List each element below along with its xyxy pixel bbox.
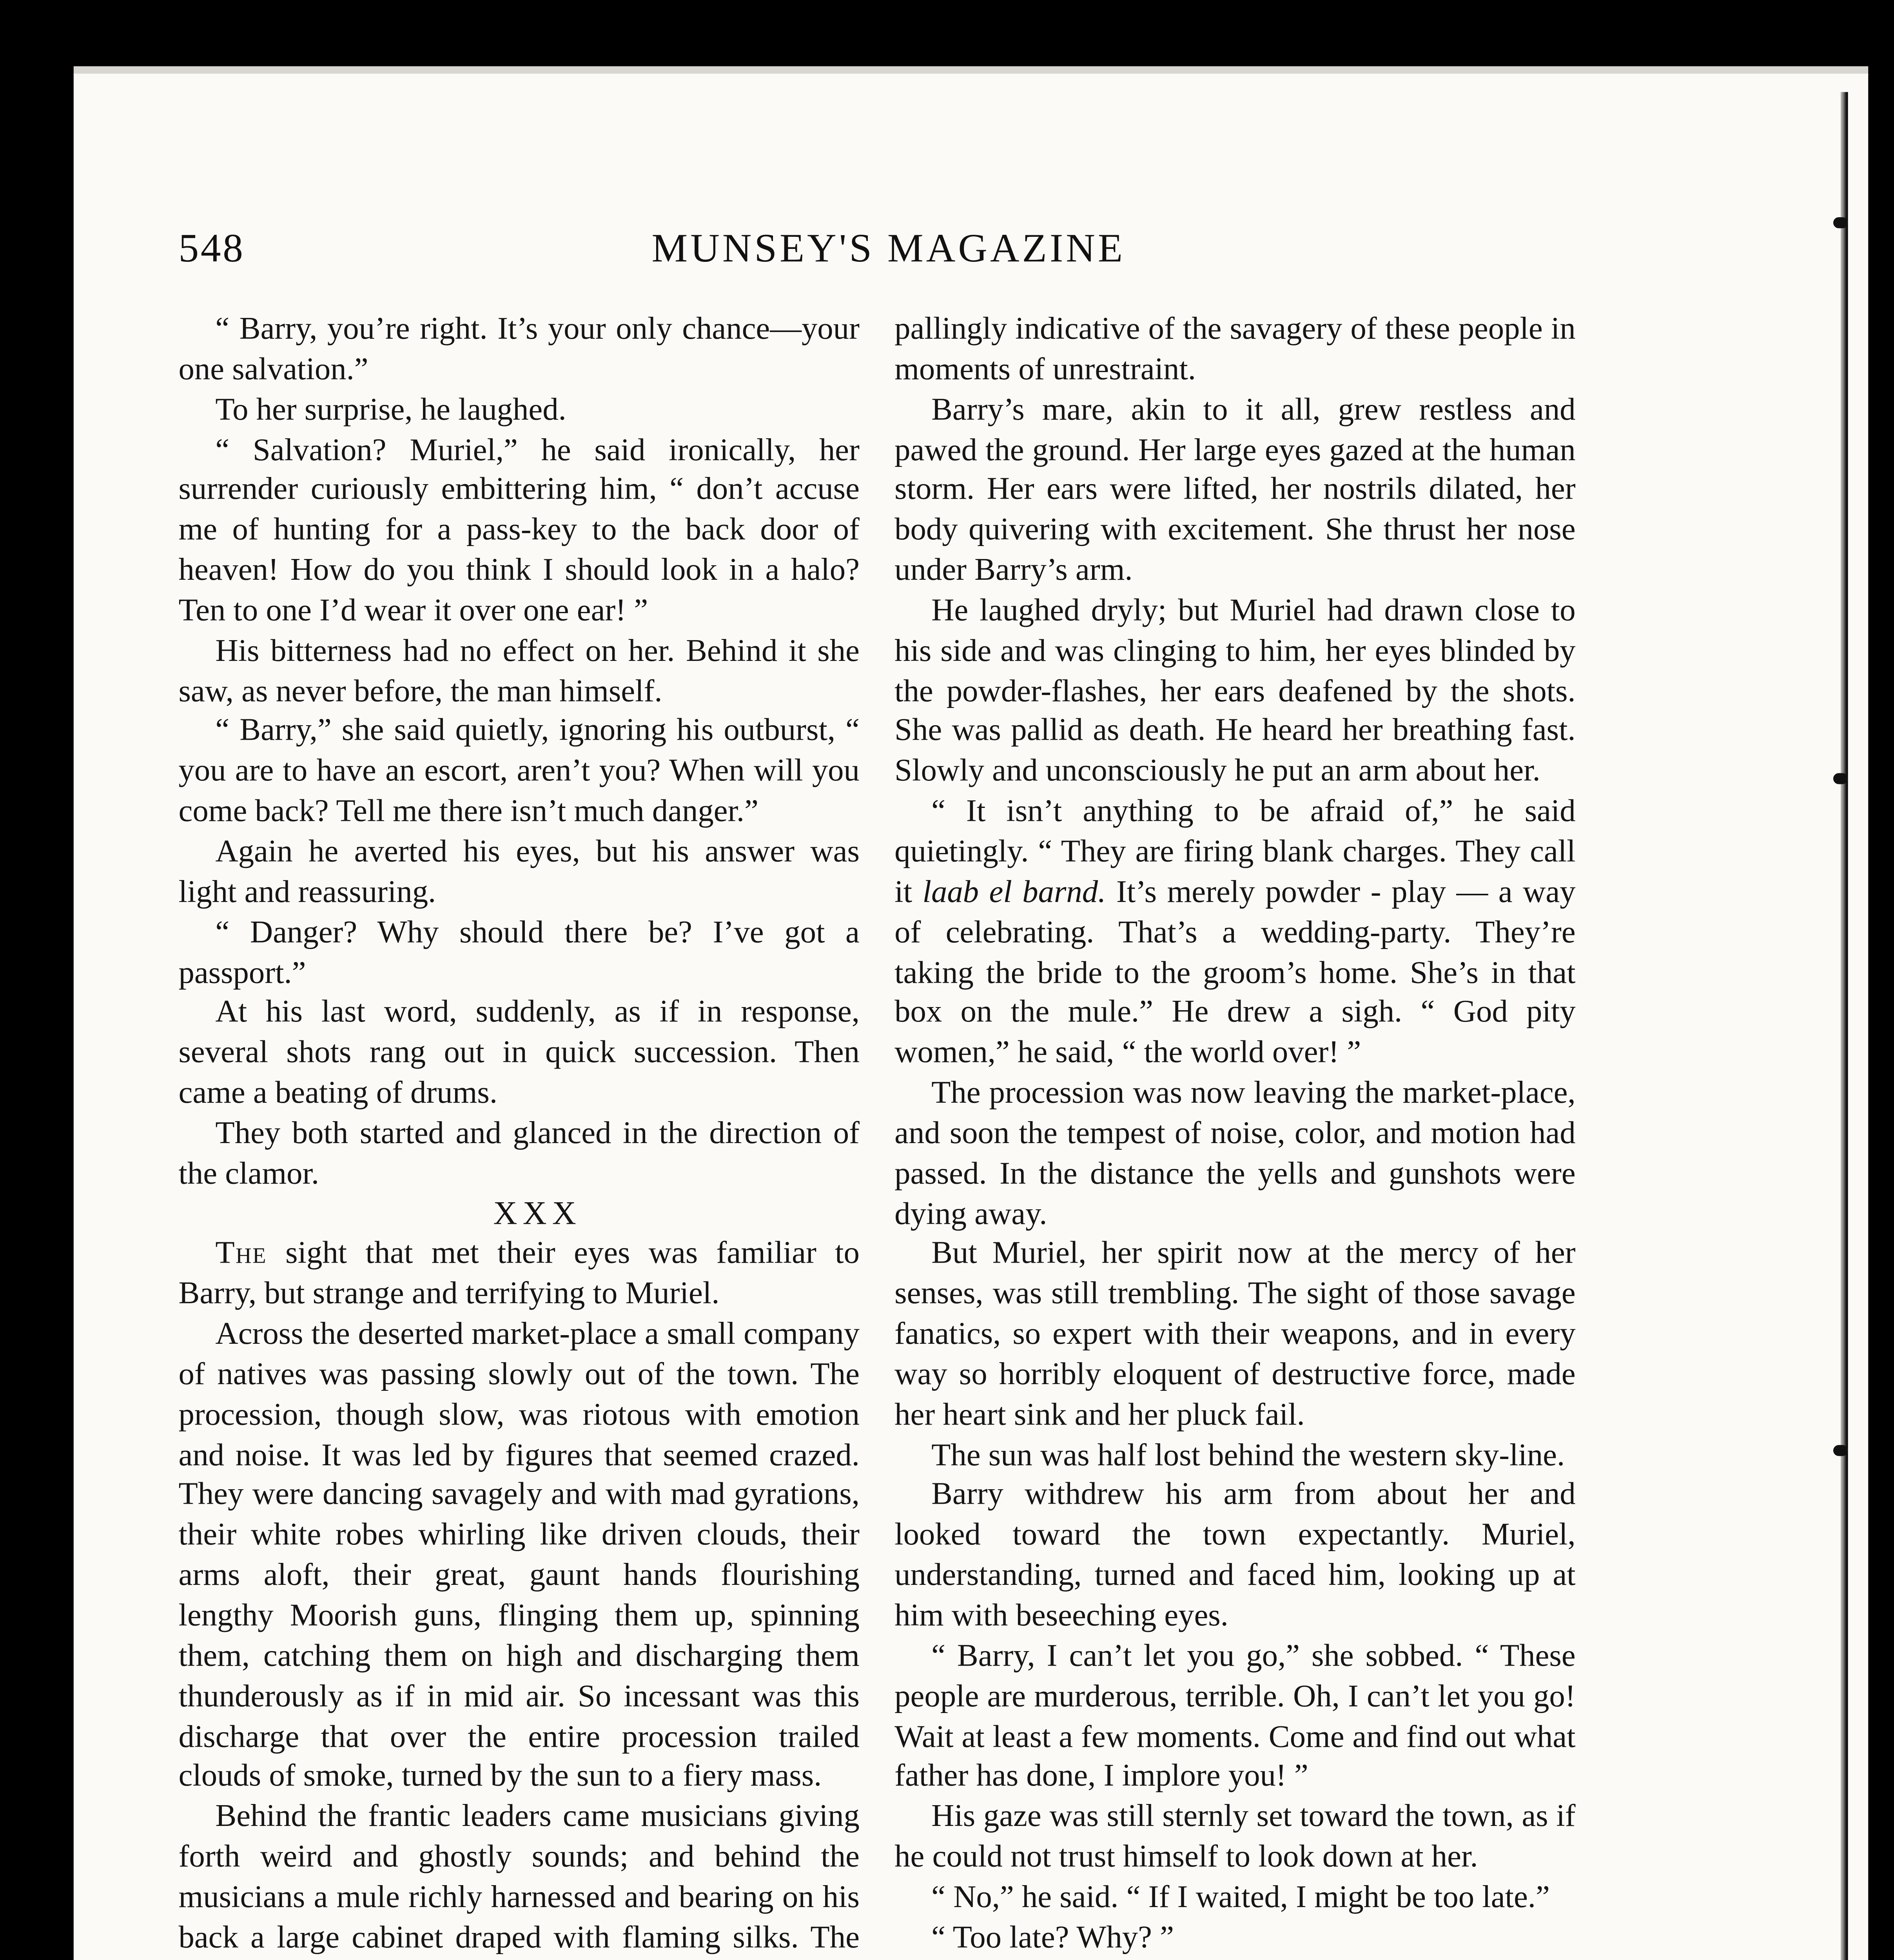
paragraph: His gaze was still sternly set toward the town, as if he could not trust himself to look down at her. (894, 1798, 1576, 1874)
paragraph: Behind the frantic leaders came musicians giving forth weird and ghostly sounds; and behind the musicians a mule richly harnessed and bearing on his back a large cabinet draped with flaming silks. The (178, 1798, 860, 1955)
paragraph: Barry withdrew his arm from about her and looked toward the town expectantly. Muriel, understanding, turned and faced him, looking up at him with beseeching eyes. (894, 1477, 1576, 1633)
paragraph (894, 1958, 1575, 1960)
paragraph-text: sight that met their eyes was familiar to Barry, but strange and terrifying to Muriel. (178, 1236, 860, 1311)
paragraph: “ Salvation? Muriel,” he said ironically, her surrender curiously embittering him, “ don’t accuse me of hunting for a pass-key to the back door of heaven! How do you think I should look in a halo? Ten to one I’d wear it over one ear! ” (178, 432, 860, 628)
paragraph-text: “ It isn’t anything to be afraid of,” he said quietingly. “ They are firing blank charges. They call it (894, 793, 1576, 909)
paragraph: “ Barry,” she said quietly, ignoring his outburst, “ you are to have an escort, aren’t you? When will you come back? Tell me there isn’t much danger.” (178, 713, 860, 829)
binding-edge (1841, 92, 1848, 1960)
paragraph: Barry’s mare, akin to it all, grew restless and pawed the ground. Her large eyes gazed at the human storm. Her ears were lifted, her nostrils dilated, her body quivering with excitement. She thrust her nose under Barry’s arm. (894, 391, 1576, 588)
paragraph: Again he averted his eyes, but his answer was light and reassuring. (178, 834, 860, 909)
paragraph: “ Too late? Why? ” (931, 1919, 1174, 1955)
lead-word: The (215, 1236, 267, 1271)
paragraph: His bitterness had no effect on her. Behind it she saw, as never before, the man himself. (178, 633, 860, 708)
paragraph: They both started and glanced in the direction of the clamor. (178, 1115, 860, 1191)
chapter-heading: XXX (493, 1194, 582, 1231)
paragraph (178, 1234, 859, 1314)
binding-notch (1833, 773, 1848, 784)
paragraph: “ Barry, you’re right. It’s your only chance—your one salvation.” (178, 311, 860, 387)
paragraph: pallingly indicative of the savagery of these people in moments of unrestraint. (894, 311, 1576, 387)
paragraph: “ No,” he said. “ If I waited, I might be too late.” (931, 1879, 1550, 1915)
paragraph: But Muriel, her spirit now at the mercy of her senses, was still trembling. The sight of those savage fanatics, so expert with their weapons, and in every way so horribly eloquent of destructive force, made her heart sink and her pluck fail. (894, 1236, 1576, 1432)
right-column (894, 309, 1575, 1960)
paragraph: “ Danger? Why should there be? I’ve got a passport.” (178, 914, 860, 989)
paragraph: He laughed dryly; but Muriel had drawn close to his side and was clinging to him, her eyes blinded by the powder-flashes, her ears deafened by the shots. She was pallid as death. He heard her breathing fast. Slowly and unconsciously he put an arm about her. (894, 592, 1576, 789)
running-title: MUNSEY'S MAGAZINE (651, 224, 1126, 271)
page-number: 548 (178, 224, 245, 271)
paragraph: “ Barry, I can’t let you go,” she sobbed. “ These people are murderous, terrible. Oh, I can’t let you go! Wait at least a few moments. Come and find out what father has done, I implore you! ” (894, 1638, 1576, 1794)
italic-phrase: laab el barnd. (922, 874, 1106, 909)
paragraph: The procession was now leaving the market-place, and soon the tempest of noise, color, and motion had passed. In the distance the yells and gunshots were dying away. (894, 1075, 1576, 1231)
paragraph: Across the deserted market-place a small company of natives was passing slowly out of the town. The procession, though slow, was riotous with emotion and noise. It was led by figures that seemed crazed. They were dancing savagely and with mad gyrations, their white robes whirling like driven clouds, their arms aloft, their great, gaunt hands flourishing lengthy Moorish guns, flinging them up, spinning them, catching them on high and discharging them thunderously as if in mid air. So incessant was this discharge that over the entire procession trailed clouds of smoke, turned by the sun to a fiery mass. (178, 1316, 860, 1794)
binding-notch (1833, 217, 1848, 228)
binding-notch (1833, 1445, 1848, 1456)
paragraph: To her surprise, he laughed. (215, 391, 566, 426)
paragraph: The sun was half lost behind the western sky-line. (931, 1437, 1565, 1472)
paragraph: At his last word, suddenly, as if in response, several shots rang out in quick succession. Then came a beating of drums. (178, 995, 860, 1110)
paragraph-text: It’s merely powder - play — a way of celebrating. That’s a wedding-party. They’re taking the bride to the groom’s home. She’s in that box on the mule.” He drew a sigh. “ God pity women,” he said, “ the world over! ” (894, 874, 1576, 1070)
left-column (178, 309, 859, 1960)
paragraph (894, 792, 1575, 1073)
